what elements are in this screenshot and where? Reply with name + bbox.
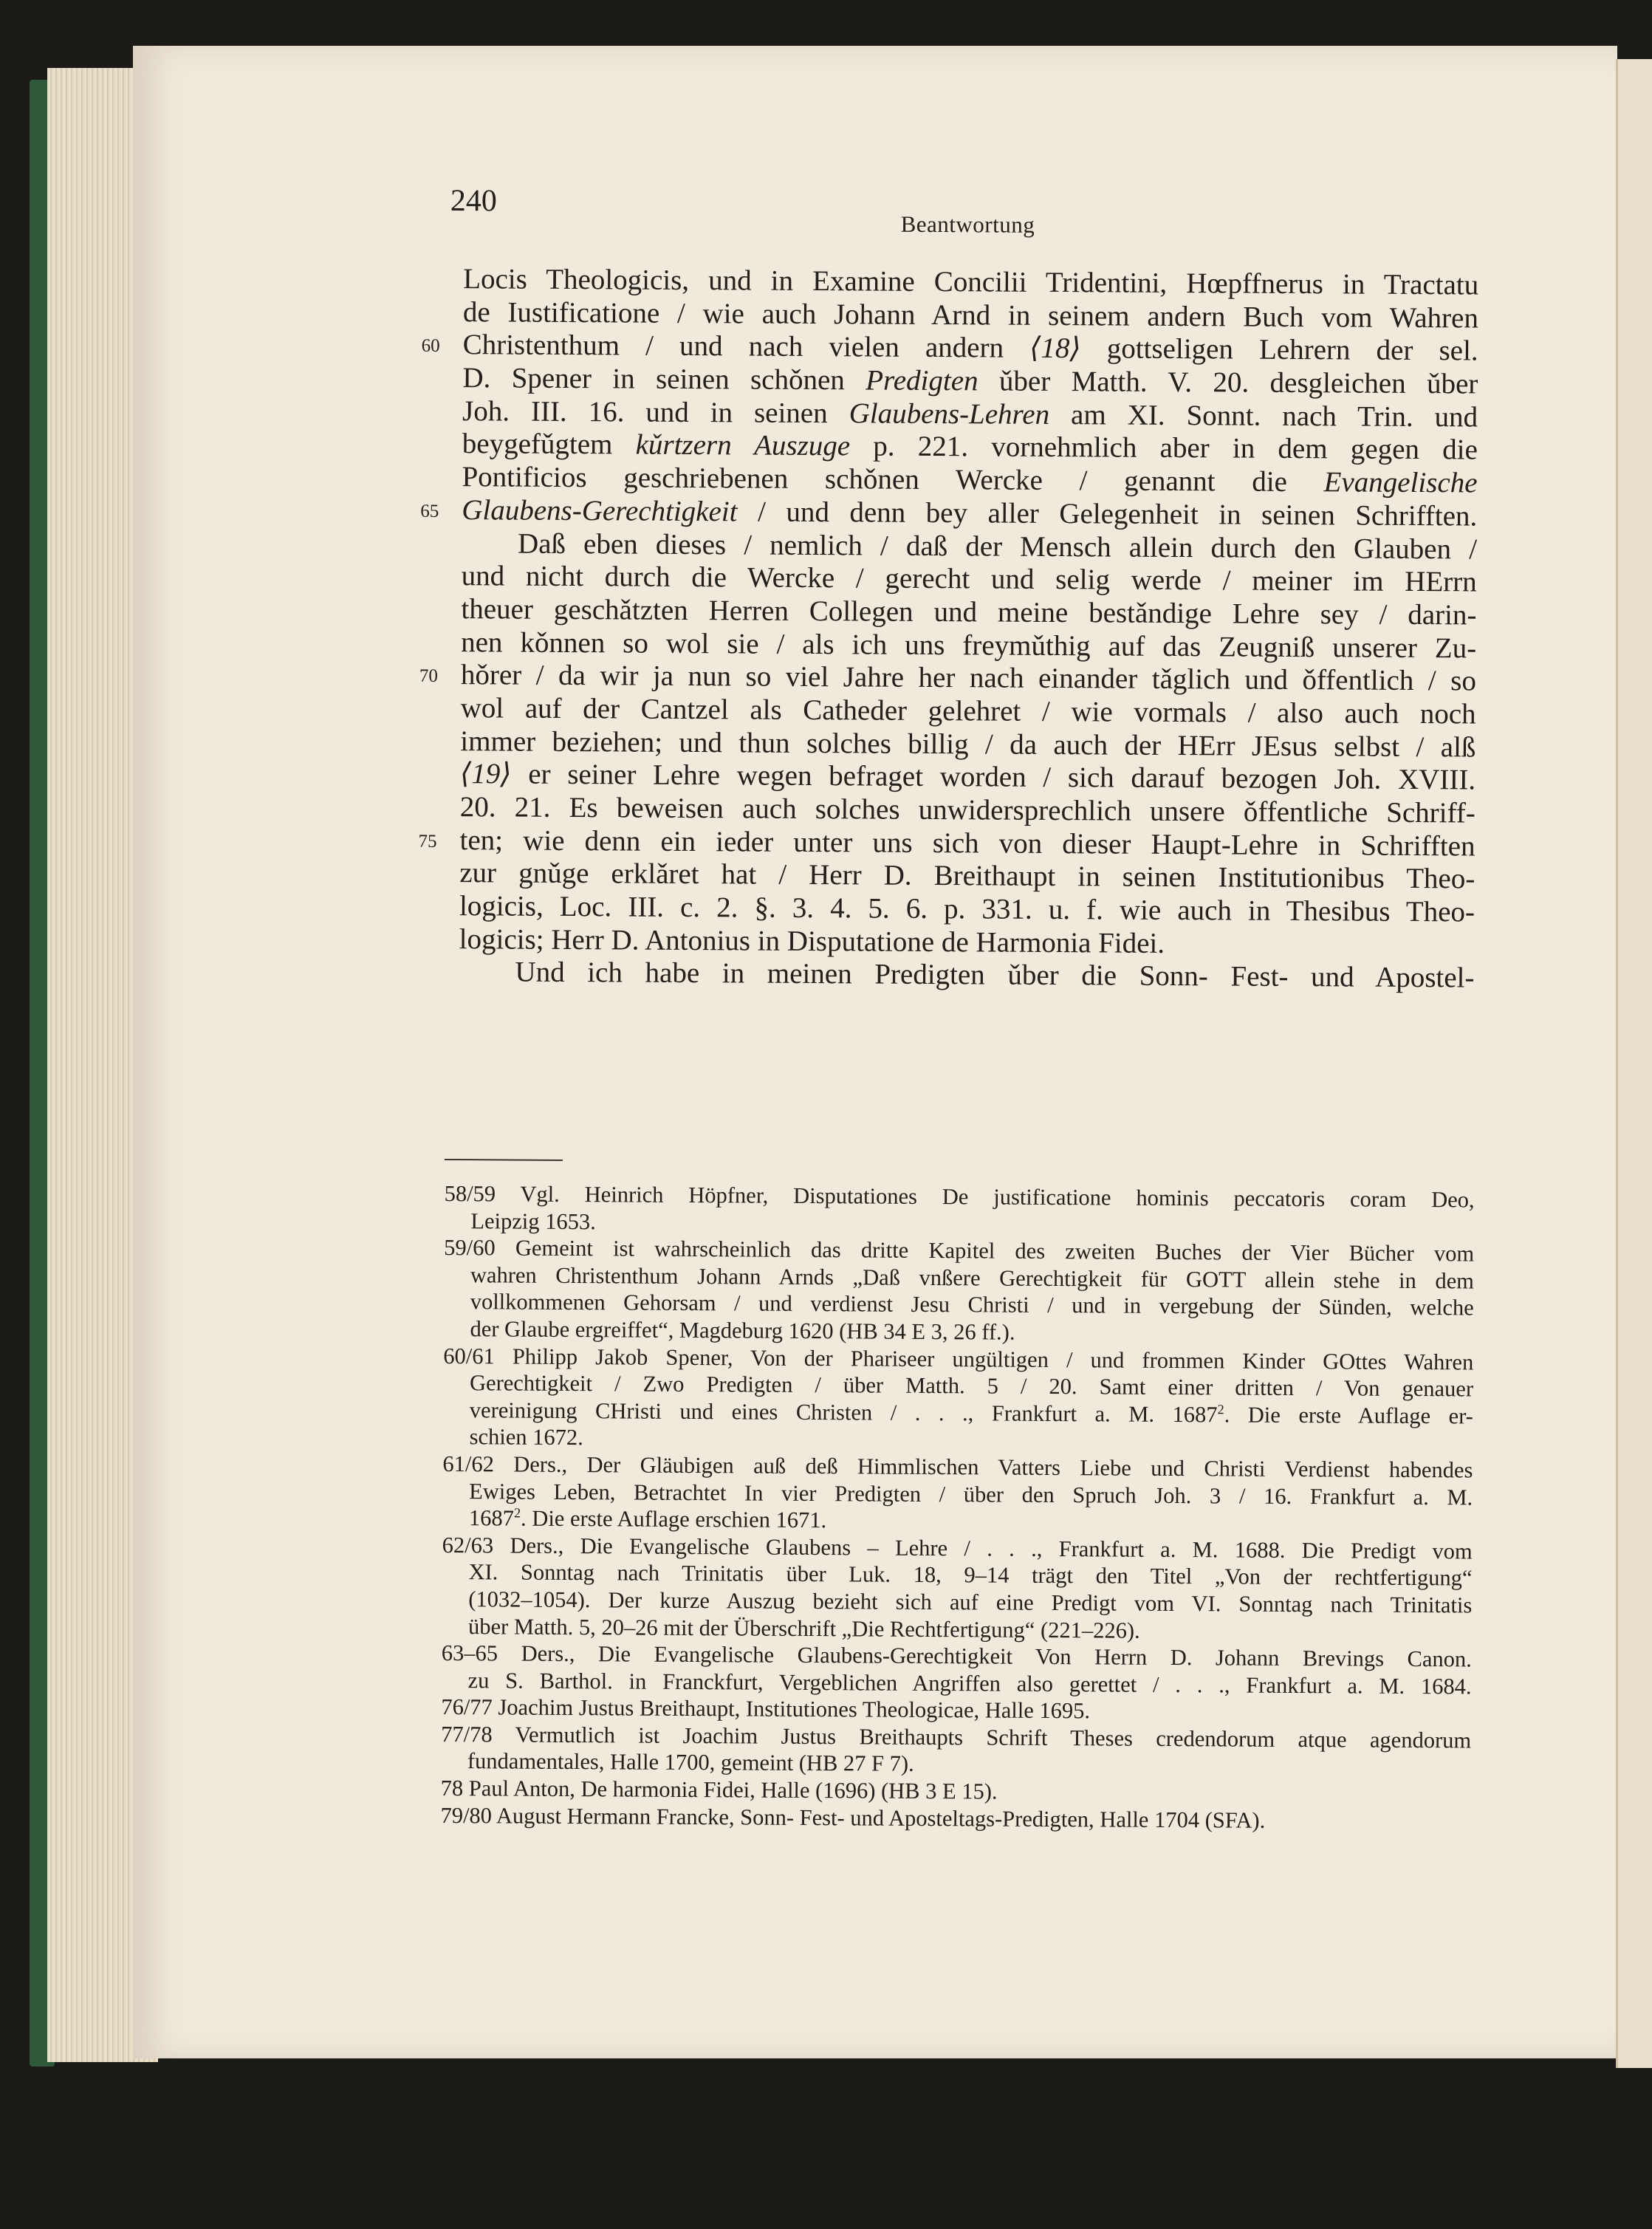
italic-text: Predigten bbox=[866, 364, 978, 397]
footnote-text: 1687 bbox=[468, 1505, 515, 1531]
footnote-text: wahren Christenthum Johann Arnds „Daß vnßere Gerechtigkeit für GOTT allein stehe in dem bbox=[470, 1261, 1475, 1294]
text-span: hǒrer / da wir ja nun so viel Jahre her nach einander tǎglich und ǒffentlich / so bbox=[460, 659, 1477, 697]
text-span: beygefǔgtem bbox=[462, 428, 636, 461]
italic-text: Evangelische bbox=[1323, 466, 1478, 499]
footnote-text: Gerechtigkeit / Zwo Predigten / über Matth. 5 / 20. Samt einer dritten / Von genauer bbox=[469, 1370, 1474, 1402]
footnote-text: vollkommenen Gehorsam / und verdienst Jesu Christi / und in vergebung der Sünden, welche bbox=[470, 1289, 1474, 1321]
footnote-text: 63–65 Ders., Die Evangelische Glaubens-Gerechtigkeit Von Herrn D. Johann Brevings Canon. bbox=[441, 1640, 1472, 1672]
footnote-text: 61/62 Ders., Der Gläubigen auß deß Himmlischen Vatters Liebe und Christi Verdienst habendes bbox=[442, 1451, 1473, 1483]
footnote-text: Ewiges Leben, Betrachtet In vier Predigten / über den Spruch Joh. 3 / 16. Frankfurt a. M. bbox=[469, 1478, 1473, 1510]
text-span: nen kǒnnen so wol sie / als ich uns freymǔthig auf das Zeugniß unserer Zu- bbox=[461, 626, 1477, 665]
italic-text: kǔrtzern Auszuge bbox=[635, 428, 851, 462]
footnote-text: 60/61 Philipp Jakob Spener, Von der Phariseer ungültigen / und frommen Kinder GOttes Wahren bbox=[443, 1343, 1474, 1375]
footnote-text: vereinigung CHristi und eines Christen / . . ., Frankfurt a. M. 1687 bbox=[469, 1397, 1218, 1428]
text-span: Pontificios geschriebenen schǒnen Wercke / genannt die bbox=[462, 461, 1324, 499]
footnote-text: (1032–1054). Der kurze Auszug bezieht sich auf eine Predigt vom VI. Sonntag nach Trinitatis bbox=[468, 1586, 1473, 1618]
text-line bbox=[459, 956, 1474, 996]
italic-text: ⟨19⟩ bbox=[459, 758, 512, 790]
text-span: logicis; Herr D. Antonius in Disputatione de Harmonia Fidei. bbox=[459, 922, 1165, 959]
text-span: er seiner Lehre wegen befraget worden / sich darauf bezogen Joh. XVIII. bbox=[511, 758, 1476, 796]
footnote-text: 58/59 Vgl. Heinrich Höpfner, Disputationes De justificatione hominis peccatoris coram Deo, bbox=[444, 1180, 1475, 1213]
text-span: Locis Theologicis, und in Examine Concilii Tridentini, Hœpffnerus in Tractatu bbox=[463, 263, 1479, 301]
text-span: ten; wie denn ein ieder unter uns sich von dieser Haupt-Lehre in Schrifften bbox=[459, 824, 1476, 863]
text-span: zur gnǔge erklǎret hat / Herr D. Breithaupt in seinen Institutionibus Theo- bbox=[459, 857, 1476, 895]
footnote-text: . Die erste Auflage er- bbox=[1224, 1402, 1473, 1429]
facing-page-edge bbox=[1616, 59, 1652, 2068]
footnote-text: schien 1672. bbox=[469, 1424, 583, 1451]
line-number: 75 bbox=[418, 831, 437, 852]
text-span: Christenthum / und nach vielen andern bbox=[462, 329, 1030, 365]
text-span: logicis, Loc. III. c. 2. §. 3. 4. 5. 6. p. 331. u. f. wie auch in Thesibus Theo- bbox=[459, 890, 1476, 928]
text-span: D. Spener in seinen schǒnen bbox=[462, 362, 866, 397]
line-number: 60 bbox=[421, 336, 440, 357]
footnote-text: Leipzig 1653. bbox=[470, 1208, 596, 1234]
footnote-text: der Glaube ergreiffet“, Magdeburg 1620 (HB 34 E 3, 26 ff.). bbox=[470, 1316, 1015, 1345]
italic-text: Glaubens-Gerechtigkeit bbox=[462, 493, 738, 528]
text-span: Daß eben dieses / nemlich / daß der Mensch allein durch den Glauben / bbox=[517, 527, 1478, 565]
footnote-text: 59/60 Gemeint ist wahrscheinlich das dritte Kapitel des zweiten Buches der Vier Bücher vom bbox=[444, 1235, 1475, 1267]
footnote-text: XI. Sonntag nach Trinitatis über Luk. 18, 9–14 trägt den Titel „Von der rechtfertigung“ bbox=[468, 1559, 1473, 1591]
text-span: immer beziehen; und thun solches billig / da auch der HErr JEsus selbst / alß bbox=[460, 725, 1476, 764]
text-span: Joh. III. 16. und in seinen bbox=[462, 394, 849, 430]
edition-superscript: 2 bbox=[1217, 1401, 1224, 1417]
running-head: Beantwortung bbox=[900, 210, 1035, 238]
footnote-text: 62/63 Ders., Die Evangelische Glaubens – Lehre / . . ., Frankfurt a. M. 1688. Die Predigt vom bbox=[442, 1532, 1473, 1564]
text-span: theuer geschǎtzten Herren Collegen und meine bestǎndige Lehre sey / darin- bbox=[461, 592, 1477, 631]
footnote-text: 78 Paul Anton, De harmonia Fidei, Halle (1696) (HB 3 E 15). bbox=[440, 1776, 998, 1804]
main-text bbox=[418, 263, 1479, 996]
italic-text: ⟨18⟩ bbox=[1029, 332, 1081, 365]
footnotes bbox=[440, 1180, 1474, 1835]
footnote-text: fundamentales, Halle 1700, gemeint (HB 27 F 7). bbox=[467, 1748, 914, 1777]
text-span: 20. 21. Es beweisen auch solches unwidersprechlich unsere ǒffentliche Schriff- bbox=[459, 791, 1476, 829]
page-number: 240 bbox=[450, 183, 497, 219]
footnote-text: 77/78 Vermutlich ist Joachim Justus Breithaupts Schrift Theses credendorum atque agendorum bbox=[441, 1721, 1472, 1753]
line-number: 65 bbox=[420, 501, 439, 521]
footnote-text: 79/80 August Hermann Francke, Sonn- Fest- und Aposteltags-Predigten, Halle 1704 (SFA). bbox=[440, 1802, 1266, 1833]
footnote-text: über Matth. 5, 20–26 mit der Überschrift „Die Rechtfertigung“ (221–226). bbox=[467, 1613, 1140, 1643]
text-span: und nicht durch die Wercke / gerecht und selig werde / meiner im HErrn bbox=[461, 560, 1477, 598]
text-span: am XI. Sonnt. nach Trin. und bbox=[1049, 398, 1478, 434]
text-span: p. 221. vornehmlich aber in dem gegen die bbox=[850, 430, 1478, 466]
footnote-text: . Die erste Auflage erschien 1671. bbox=[520, 1505, 827, 1533]
italic-text: Glaubens-Lehren bbox=[849, 397, 1050, 431]
footnote-text: zu S. Barthol. in Franckfurt, Vergeblichen Angriffen also gerettet / . . ., Frankfurt a. M. 1684. bbox=[467, 1667, 1472, 1699]
text-span: ǔber Matth. V. 20. desgleichen ǔber bbox=[978, 365, 1478, 400]
text-span: / und denn bey aller Gelegenheit in seinen Schrifften. bbox=[737, 496, 1478, 533]
text-span: Und ich habe in meinen Predigten ǔber die Sonn- Fest- und Apostel- bbox=[515, 956, 1475, 994]
edition-superscript: 2 bbox=[513, 1505, 521, 1521]
text-span: gottseligen Lehrern der sel. bbox=[1080, 332, 1478, 367]
text-span: de Iustificatione / wie auch Johann Arnd in seinem andern Buch vom Wahren bbox=[462, 295, 1479, 335]
line-number: 70 bbox=[419, 666, 439, 687]
footnote-text: 76/77 Joachim Justus Breithaupt, Institutiones Theologicae, Halle 1695. bbox=[441, 1694, 1091, 1724]
text-span: wol auf der Cantzel als Catheder gelehret / wie vormals / also auch noch bbox=[460, 692, 1476, 730]
